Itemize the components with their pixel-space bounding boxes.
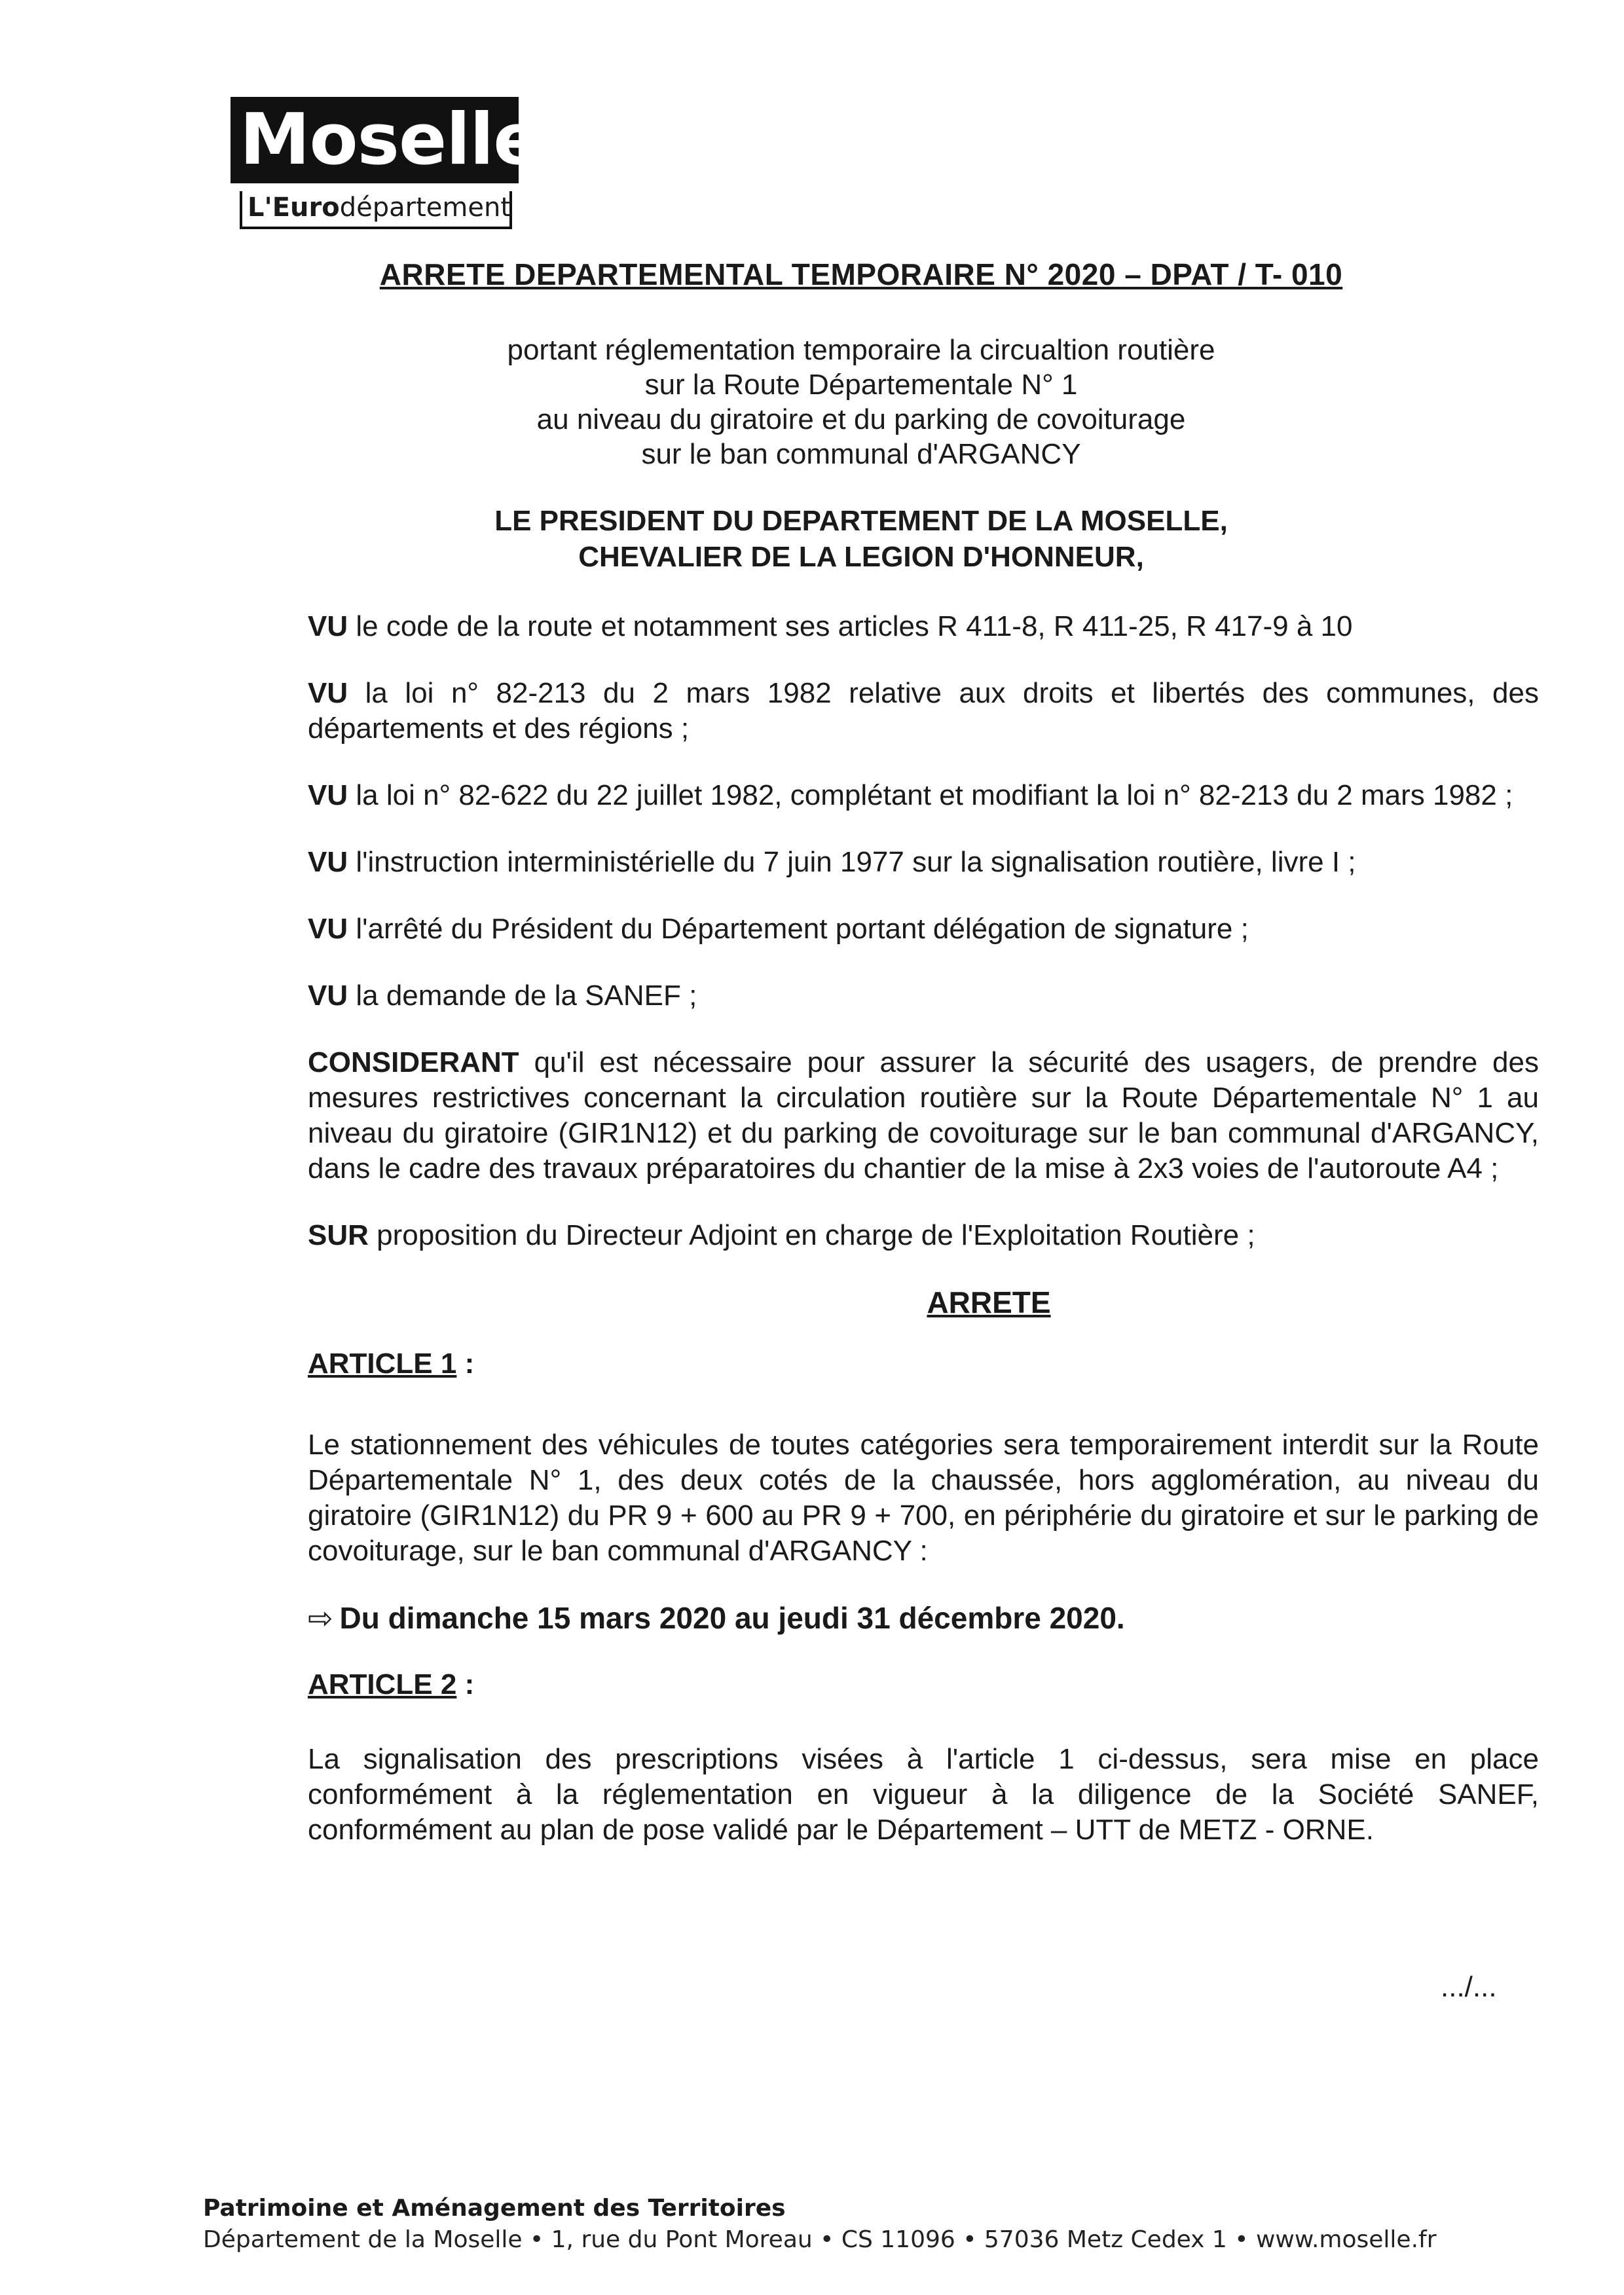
subtitle-line: sur le ban communal d'ARGANCY — [641, 438, 1081, 470]
president-line: LE PRESIDENT DU DEPARTEMENT DE LA MOSELLE, — [494, 505, 1228, 537]
footer — [203, 2194, 1437, 2256]
president-line: CHEVALIER DE LA LEGION D'HONNEUR, — [578, 541, 1144, 573]
moselle-logo — [231, 97, 541, 229]
logo-tagline: L'Eurodépartement — [240, 191, 512, 229]
article-2-text: La signalisation des prescriptions visées à l'article 1 ci-dessus, sera mise en place conformément à la réglementation en vigueur à la diligence de la Société SANEF, conformément au plan de pose validé par le Département – UTT de METZ - ORNE. — [308, 1743, 1539, 1846]
arrete-heading: ARRETE — [927, 1285, 1051, 1319]
consideration-paragraph: VU la loi n° 82-213 du 2 mars 1982 relative aux droits et libertés des communes, des départements et des régions ; — [308, 677, 1539, 744]
consideration-paragraph: VU l'instruction interministérielle du 7 juin 1977 sur la signalisation routière, livre I ; — [308, 846, 1356, 878]
consideration-paragraph: VU le code de la route et notamment ses articles R 411-8, R 411-25, R 417-9 à 10 — [308, 610, 1353, 642]
article-1-date-range: ⇨ Du dimanche 15 mars 2020 au jeudi 31 décembre 2020. — [308, 1601, 1125, 1635]
page-continues-marker: .../... — [1441, 1971, 1497, 2003]
consideration-paragraph: VU l'arrêté du Président du Département portant délégation de signature ; — [308, 913, 1249, 945]
document-body — [308, 609, 1539, 1879]
consideration-paragraph: VU la demande de la SANEF ; — [308, 980, 697, 1012]
logo-name: Moselle — [231, 97, 519, 183]
document-subtitle — [0, 333, 1624, 471]
document-title: ARRETE DEPARTEMENTAL TEMPORAIRE N° 2020 – DPAT / T- 010 — [379, 257, 1343, 291]
article-1-text: Le stationnement des véhicules de toutes catégories sera temporairement interdit sur la Route Départementale N° 1, des deux cotés de la chaussée, hors agglomération, au niveau du giratoire (GIR1N12) du PR 9 + 600 au PR 9 + 700, en périphérie du giratoire et sur le parking de covoiturage, sur le ban communal d'ARGANCY : — [308, 1429, 1539, 1567]
footer-address: Département de la Moselle • 1, rue du Pont Moreau • CS 11096 • 57036 Metz Cedex 1 • www.moselle.fr — [203, 2226, 1437, 2253]
subtitle-line: au niveau du giratoire et du parking de covoiturage — [536, 403, 1186, 435]
president-heading — [0, 503, 1624, 575]
subtitle-line: sur la Route Départementale N° 1 — [644, 369, 1078, 401]
footer-organization: Patrimoine et Aménagement des Territoires — [203, 2195, 786, 2222]
article-2-heading: ARTICLE 2 : — [308, 1668, 475, 1700]
considerant-paragraph: CONSIDERANT qu'il est nécessaire pour assurer la sécurité des usagers, de prendre des mesures restrictives concernant la circulation routière sur la Route Départementale N° 1 au niveau du giratoire (GIR1N12) et du parking de covoiturage sur le ban communal d'ARGANCY, dans le cadre des travaux préparatoires du chantier de la mise à 2x3 voies de l'autoroute A4 ; — [308, 1046, 1539, 1184]
subtitle-line: portant réglementation temporaire la circualtion routière — [507, 334, 1215, 366]
arrow-right-icon: ⇨ — [308, 1601, 333, 1635]
article-1-heading: ARTICLE 1 : — [308, 1348, 475, 1380]
proposition-paragraph: SUR proposition du Directeur Adjoint en charge de l'Exploitation Routière ; — [308, 1219, 1255, 1251]
consideration-paragraph: VU la loi n° 82-622 du 22 juillet 1982, complétant et modifiant la loi n° 82-213 du 2 mars 1982 ; — [308, 779, 1513, 811]
